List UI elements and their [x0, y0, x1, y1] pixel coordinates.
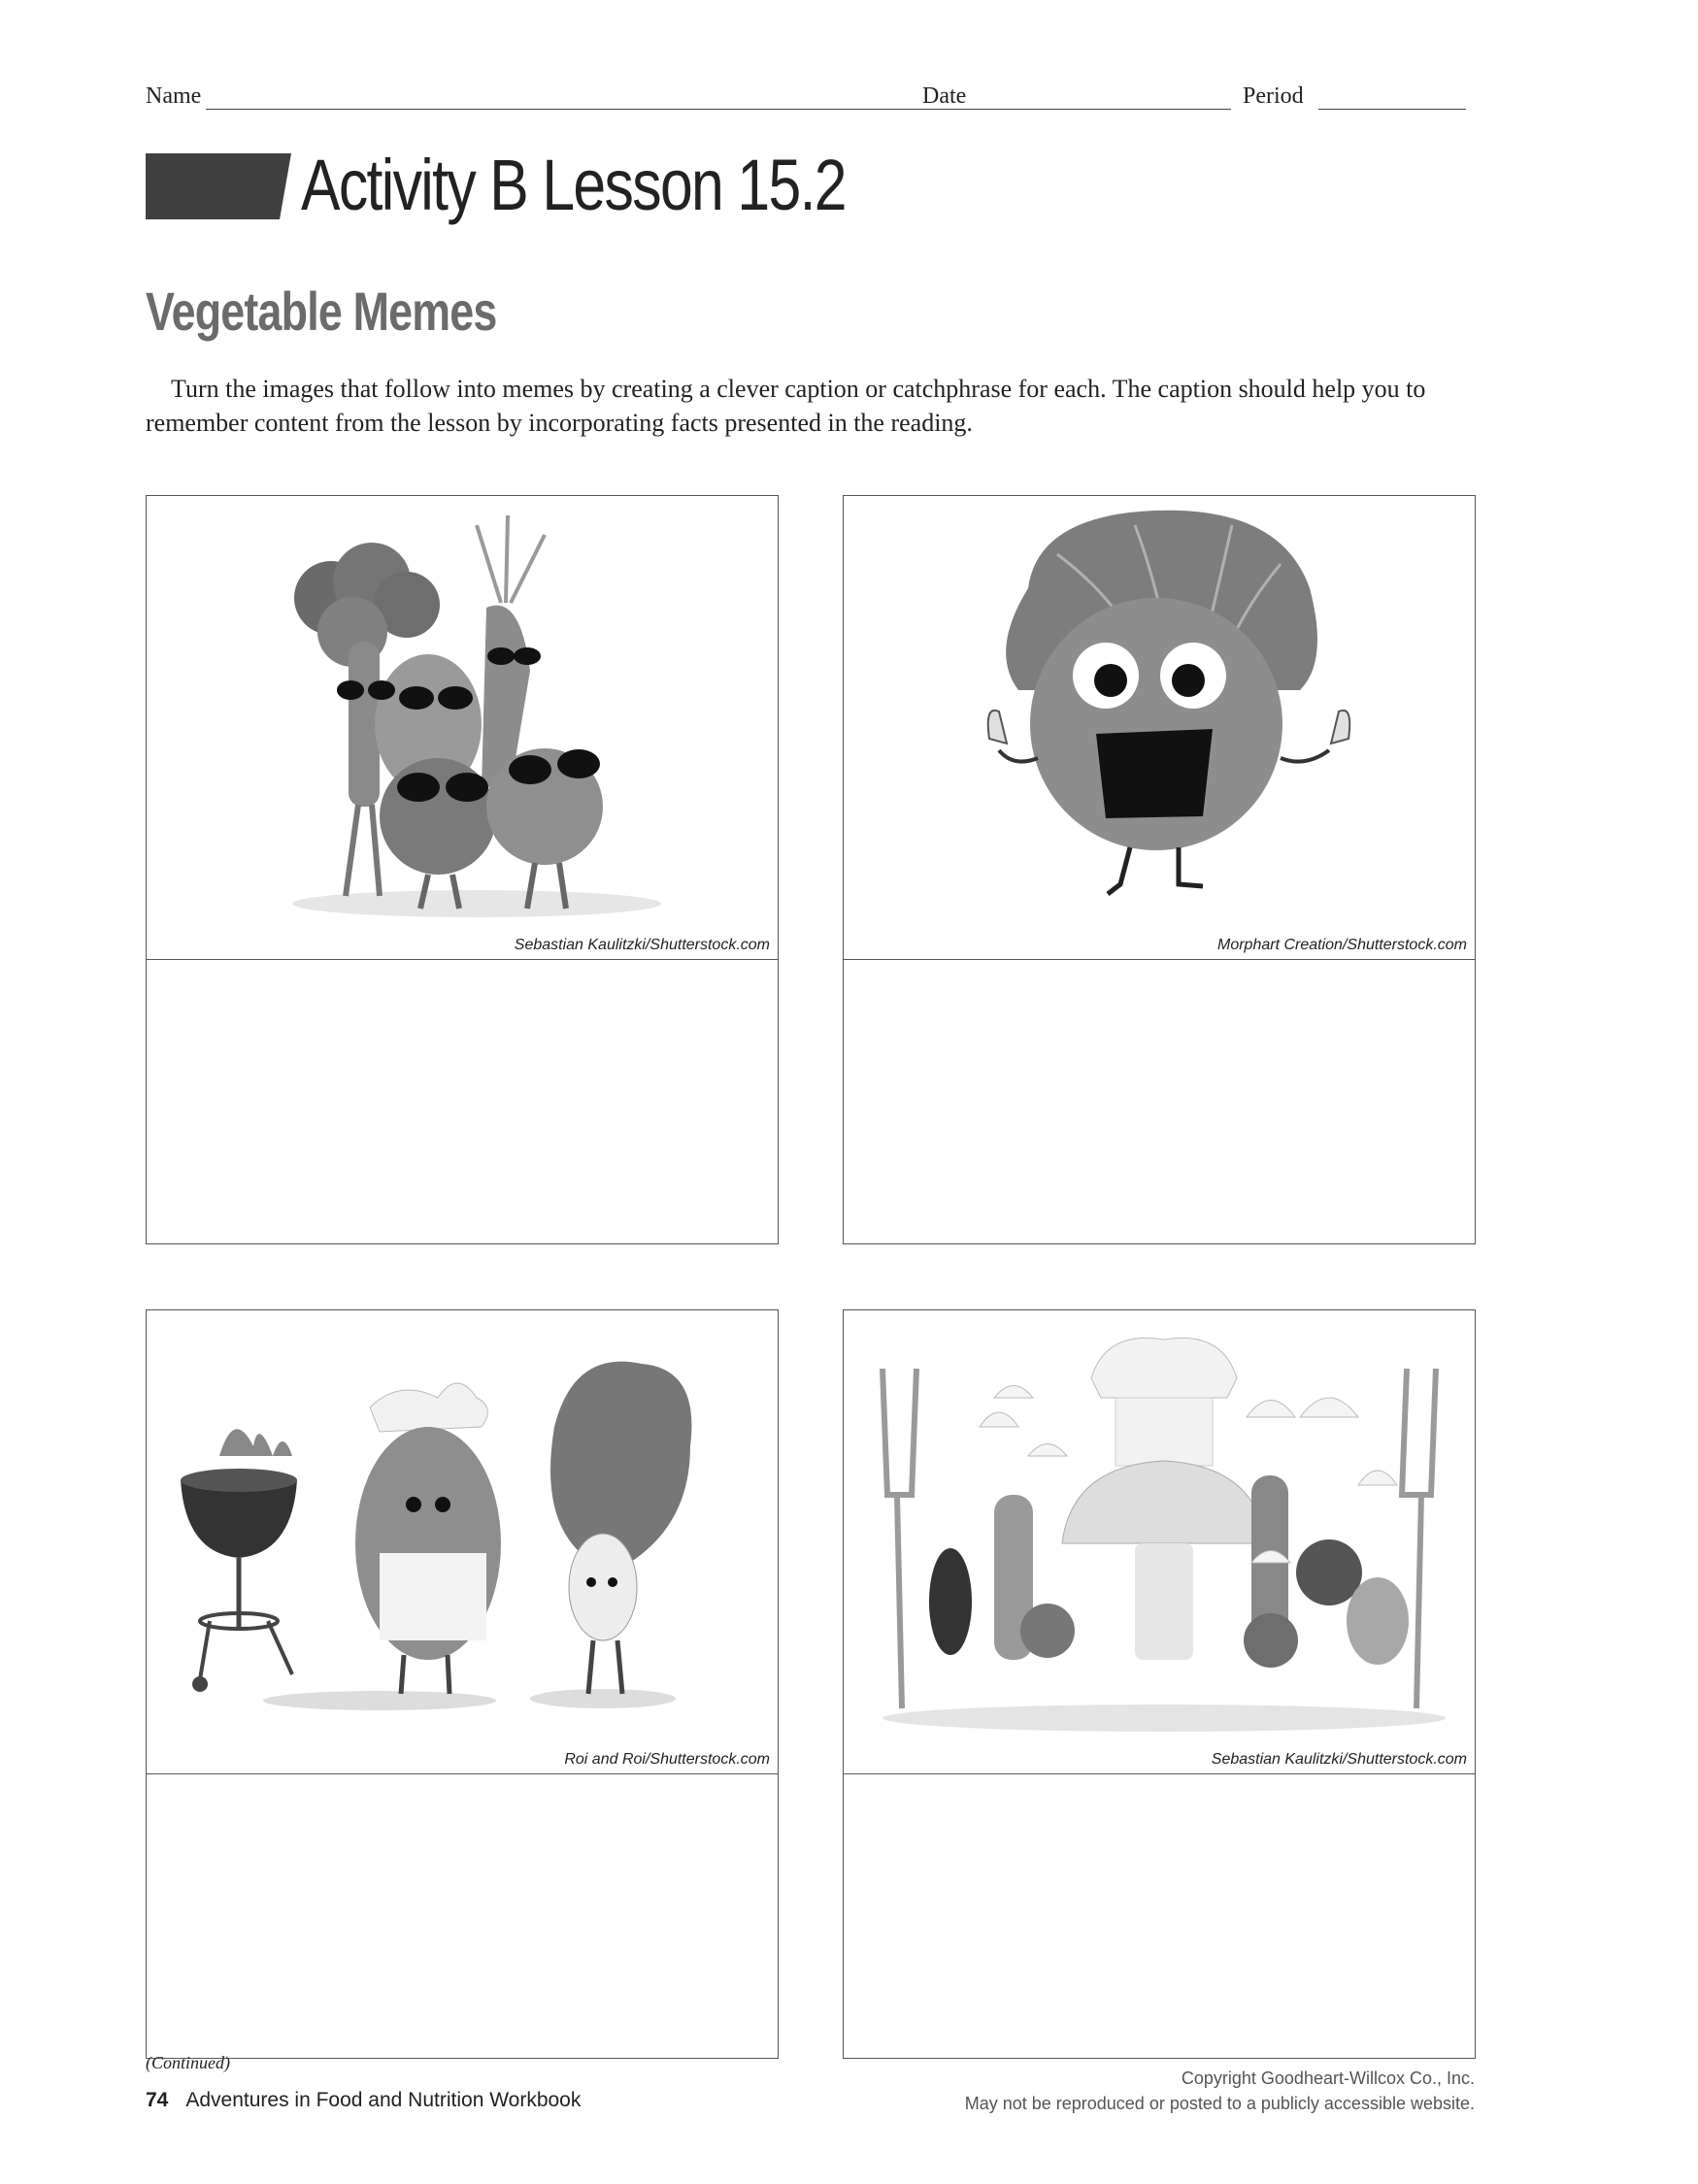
- grill-potato-chef-illustration: [147, 1310, 778, 1774]
- chef-vegetables-with-forks-illustration: [844, 1310, 1475, 1774]
- meme-panel-4: [843, 1309, 1476, 2059]
- meme-panel-1: [146, 495, 779, 1244]
- copyright-text: Copyright Goodheart-Willcox Co., Inc.: [1181, 2068, 1475, 2088]
- reproduction-notice: May not be reproduced or posted to a publicly accessible website.: [964, 2094, 1475, 2113]
- caption-box-3[interactable]: [147, 1774, 778, 2058]
- meme-panel-3: [146, 1309, 779, 2059]
- image-credit: Morphart Creation/Shutterstock.com: [1217, 937, 1467, 953]
- student-info-line: [146, 83, 1466, 116]
- book-title: Adventures in Food and Nutrition Workbook: [185, 2089, 582, 2111]
- meme-image-3: [147, 1310, 778, 1774]
- copyright-notice: [965, 2066, 1475, 2116]
- name-field[interactable]: [206, 109, 1047, 110]
- image-credit: Sebastian Kaulitzki/Shutterstock.com: [514, 937, 770, 953]
- vegetables-sunglasses-illustration: [147, 496, 778, 960]
- name-label: Name: [146, 83, 202, 109]
- meme-panel-2: [843, 495, 1476, 1244]
- title-bar-decoration: [146, 153, 291, 219]
- scared-cabbage-illustration: [844, 496, 1475, 960]
- caption-box-4[interactable]: [844, 1774, 1475, 2058]
- period-label: Period: [1243, 83, 1304, 109]
- page-number: 74: [146, 2089, 169, 2111]
- activity-subtitle: Vegetable Memes: [146, 281, 497, 342]
- image-credit: Roi and Roi/Shutterstock.com: [564, 1751, 770, 1768]
- date-field[interactable]: [979, 109, 1231, 110]
- caption-box-2[interactable]: [844, 960, 1475, 1243]
- footer-book-info: [146, 2089, 581, 2112]
- date-label: Date: [922, 83, 967, 109]
- meme-image-1: [147, 496, 778, 960]
- instructions: Turn the images that follow into memes by creating a clever caption or catchphrase for each. The caption should help you to remember content from the lesson by incorporating facts presented in the reading.: [146, 375, 1426, 437]
- period-field[interactable]: [1318, 109, 1466, 110]
- caption-box-1[interactable]: [147, 960, 778, 1243]
- continued-note: (Continued): [146, 2053, 230, 2072]
- image-credit: Sebastian Kaulitzki/Shutterstock.com: [1211, 1751, 1467, 1768]
- page-title: Activity B Lesson 15.2: [301, 145, 846, 225]
- meme-image-4: [844, 1310, 1475, 1774]
- meme-image-2: [844, 496, 1475, 960]
